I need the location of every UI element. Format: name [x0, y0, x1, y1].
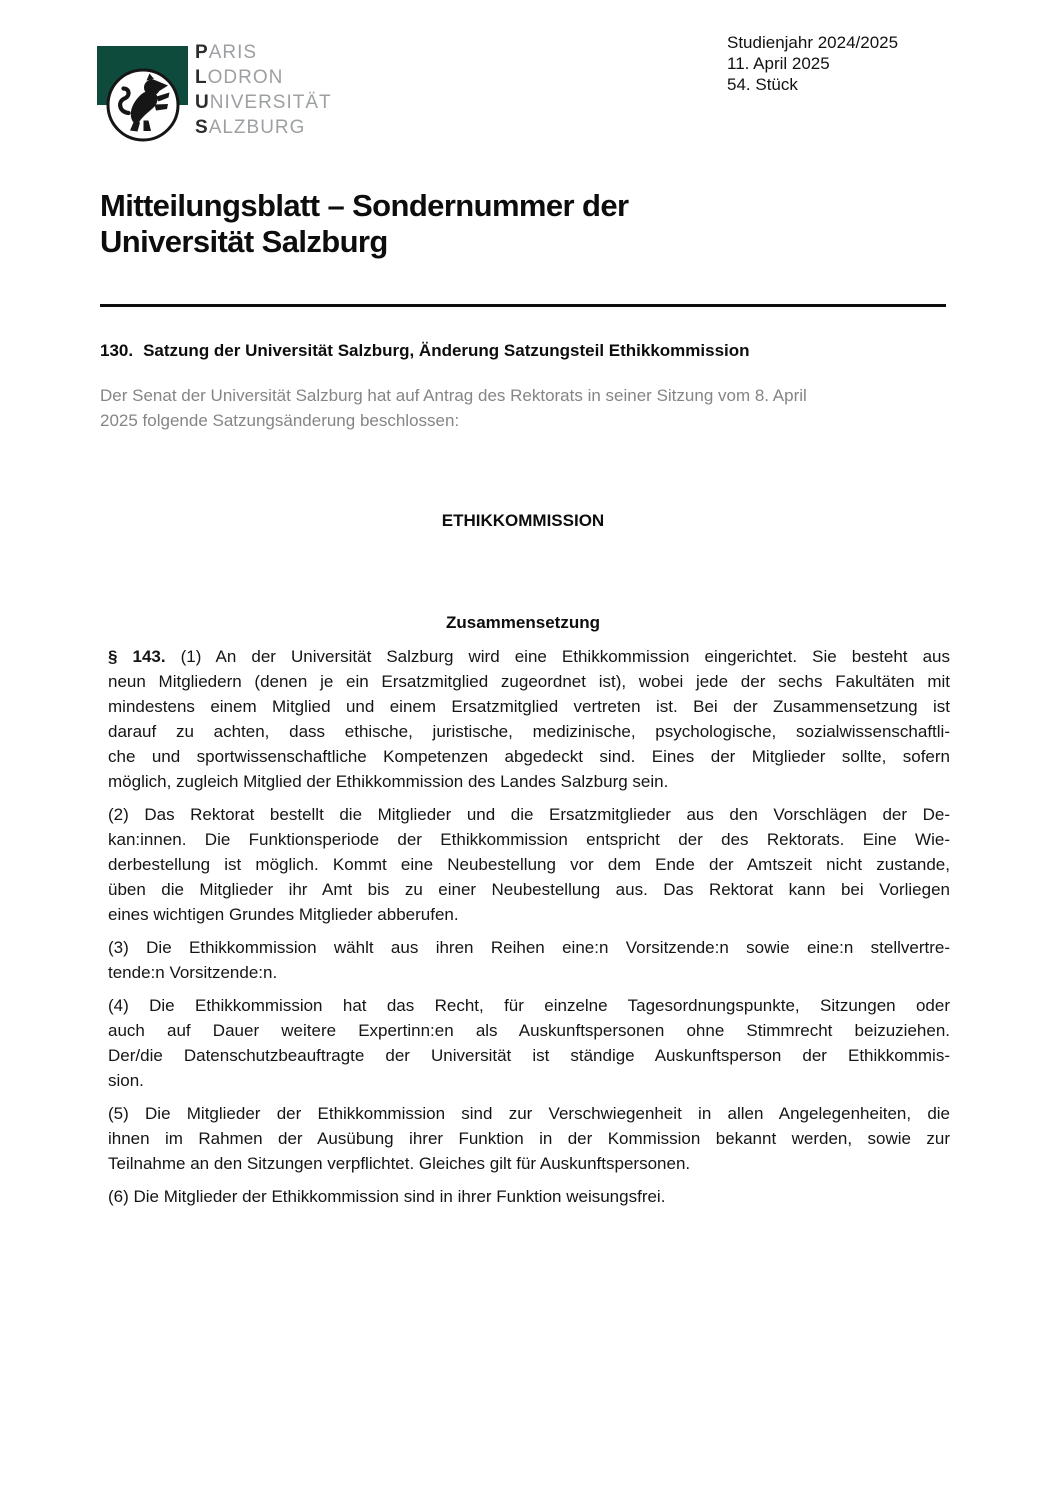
paragraph — [108, 993, 950, 1093]
paragraph-line: möglich, zugleich Mitglied der Ethikkommission des Landes Salzburg sein. — [108, 772, 669, 791]
paragraph-line: mindestens einem Mitglied und einem Ersatzmitglied vertreten ist. Bei der Zusammensetzung ist — [108, 697, 950, 716]
wordmark-line: PARIS — [195, 42, 258, 63]
issue-info-line: 54. Stück — [727, 75, 798, 94]
wordmark-line: LODRON — [195, 67, 284, 88]
paragraph-line: sion. — [108, 1071, 144, 1090]
wordmark-line: UNIVERSITÄT — [195, 92, 332, 113]
decree-intro-line: 2025 folgende Satzungsänderung beschlossen: — [100, 411, 460, 430]
wordmark-line: SALZBURG — [195, 117, 306, 138]
decree-heading-text: Satzung der Universität Salzburg, Änderung Satzungsteil Ethikkommission — [143, 341, 750, 360]
paragraph — [108, 802, 950, 927]
lion-emblem-icon — [105, 67, 181, 143]
subsection-heading: Zusammensetzung — [446, 613, 600, 632]
divider-rule — [100, 304, 946, 307]
issue-info-line: Studienjahr 2024/2025 — [727, 33, 899, 52]
decree-number: 130. — [100, 341, 134, 360]
decree-intro-line: Der Senat der Universität Salzburg hat auf Antrag des Rektorats in seiner Sitzung vom 8. April — [100, 386, 807, 405]
paragraph-line: auch auf Dauer weitere Expertinn:en als Auskunftspersonen ohne Stimmrecht beizuziehen. — [108, 1021, 950, 1040]
university-wordmark — [195, 40, 332, 140]
paragraph-line: (4) Die Ethikkommission hat das Recht, für einzelne Tagesordnungspunkte, Sitzungen oder — [108, 996, 950, 1015]
paragraph-line: (2) Das Rektorat bestellt die Mitglieder und die Ersatzmitglieder aus den Vorschlägen der De- — [108, 805, 950, 824]
paragraph-line: neun Mitgliedern (denen je ein Ersatzmitglied zugeordnet ist), wobei jede der sechs Fakultäten mit — [108, 672, 950, 691]
decree-intro — [100, 383, 807, 433]
paragraph-line: (6) Die Mitglieder der Ethikkommission sind in ihrer Funktion weisungsfrei. — [108, 1187, 666, 1206]
paragraph-line: kan:innen. Die Funktionsperiode der Ethikkommission entspricht der des Rektorats. Eine Wie- — [108, 830, 950, 849]
paragraph-line: tende:n Vorsitzende:n. — [108, 963, 278, 982]
issue-info — [727, 32, 898, 95]
decree-heading — [100, 340, 750, 361]
paragraph-line: (5) Die Mitglieder der Ethikkommission sind zur Verschwiegenheit in allen Angelegenheiten, die — [108, 1104, 950, 1123]
paragraph-line: darauf zu achten, dass ethische, juristische, medizinische, psychologische, sozialwissenschaftli- — [108, 722, 950, 741]
lion-emblem — [105, 67, 181, 143]
paragraph — [108, 935, 950, 985]
paragraph-line: che und sportwissenschaftliche Kompetenzen abgedeckt sind. Eines der Mitglieder sollte, sofern — [108, 747, 950, 766]
page-title-line1: Mitteilungsblatt – Sondernummer der — [100, 188, 629, 223]
paragraph-line: Der/die Datenschutzbeauftragte der Universität ist ständige Auskunftsperson der Ethikkommis- — [108, 1046, 950, 1065]
page-title-line2: Universität Salzburg — [100, 224, 388, 259]
paragraph-line: (3) Die Ethikkommission wählt aus ihren Reihen eine:n Vorsitzende:n sowie eine:n stellvertre- — [108, 938, 950, 957]
paragraphs — [108, 644, 950, 1217]
paragraph-line: ihnen im Rahmen der Ausübung ihrer Funktion in der Kommission bekannt werden, sowie zur — [108, 1129, 950, 1148]
paragraph-line: eines wichtigen Grundes Mitglieder abberufen. — [108, 905, 459, 924]
paragraph — [108, 644, 950, 794]
paragraph — [108, 1184, 950, 1209]
chapter-heading: ETHIKKOMMISSION — [441, 511, 605, 530]
issue-info-line: 11. April 2025 — [727, 54, 830, 73]
paragraph — [108, 1101, 950, 1176]
page-title — [100, 188, 628, 260]
paragraph-line: Teilnahme an den Sitzungen verpflichtet. Gleiches gilt für Auskunftspersonen. — [108, 1154, 691, 1173]
paragraph-line: derbestellung ist möglich. Kommt eine Neubestellung vor dem Ende der Amtszeit nicht zustande, — [108, 855, 950, 874]
paragraph-line: üben die Mitglieder ihr Amt bis zu einer Neubestellung aus. Das Rektorat kann bei Vorliegen — [108, 880, 950, 899]
paragraph-line: § 143. (1) An der Universität Salzburg wird eine Ethikkommission eingerichtet. Sie besteht aus — [108, 647, 950, 666]
